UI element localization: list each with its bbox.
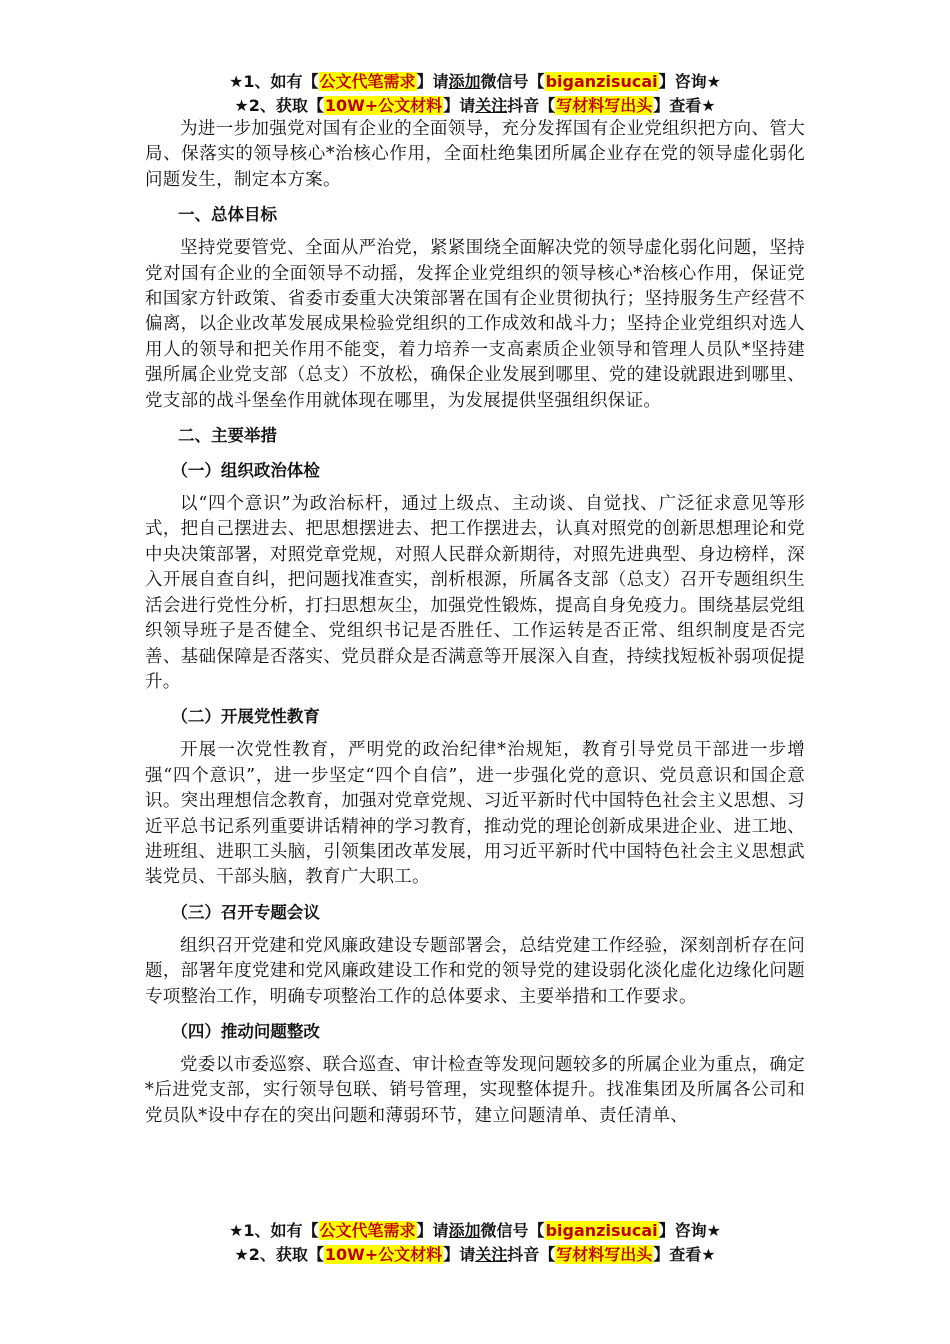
section-heading: 一、总体目标 (178, 205, 277, 225)
notice-text: ★1、如有【 (229, 72, 319, 91)
document-body (145, 117, 805, 1129)
subsection-paragraph: 组织召开党建和党风廉政建设专题部署会，总结党建工作经验，深刻剖析存在问题，部署年度党建和党风廉政建设工作和党的领导党的建设弱化淡化虚化边缘化问题专项整治工作，明确专项整治工作的总体要求、主要举措和工作要求。 (145, 935, 805, 1007)
notice-line-2 (0, 94, 950, 118)
footer-notice (0, 1219, 950, 1267)
notice-text: ★1、如有【 (229, 1221, 319, 1240)
subsection-paragraph: 党委以市委巡察、联合巡查、审计检查等发现问题较多的所属企业为重点，确定*后进党支部，实行领导包联、销号管理，实现整体提升。找准集团及所属各公司和党员队*设中存在的突出问题和薄弱环节，建立问题清单、责任清单、 (145, 1054, 805, 1126)
notice-underline: 添加 (448, 1221, 481, 1240)
notice-highlight: 写材料写出头 (556, 96, 653, 115)
header-notice (0, 70, 950, 118)
section-heading: 二、主要举措 (178, 426, 277, 446)
subsection-heading: （三）召开专题会议 (171, 902, 320, 922)
notice-text: 抖音【 (507, 96, 556, 115)
notice-highlight: 公文代笔需求 (319, 72, 416, 91)
notice-text: 】请 (443, 96, 476, 115)
subsection-paragraph: 以“四个意识”为政治标杆，通过上级点、主动谈、自觉找、广泛征求意见等形式，把自己摆进去、把思想摆进去、把工作摆进去，认真对照党的创新思想理论和党中央决策部署，对照党章党规，对照人民群众新期待，对照先进典型、身边榜样，深入开展自查自纠，把问题找准查实，剖析根源，所属各支部（总支）召开专题组织生活会进行党性分析，打扫思想灰尘，加强党性锻炼，提高自身免疫力。围绕基层党组织领导班子是否健全、党组织书记是否胜任、工作运转是否正常、组织制度是否完善、基础保障是否落实、党员群众是否满意等开展深入自查，持续找短板补弱项促提升。 (145, 494, 805, 692)
subsection-heading: （四）推动问题整改 (171, 1021, 320, 1041)
notice-highlight: biganzisucai (545, 72, 658, 91)
intro-paragraph: 为进一步加强党对国有企业的全面领导，充分发挥国有企业党组织把方向、管大局、保落实的领导核心*治核心作用，全面杜绝集团所属企业存在党的领导虚化弱化问题发生，制定本方案。 (145, 119, 805, 190)
notice-highlight: 公文代笔需求 (319, 1221, 416, 1240)
notice-text: ★2、获取【 (234, 96, 324, 115)
notice-text: 】咨询★ (658, 72, 721, 91)
notice-text: ★2、获取【 (234, 1245, 324, 1264)
notice-underline: 添加 (448, 72, 481, 91)
notice-text: 】咨询★ (658, 1221, 721, 1240)
section-paragraph: 坚持党要管党、全面从严治党，紧紧围绕全面解决党的领导虚化弱化问题，坚持党对国有企业的全面领导不动摇，发挥企业党组织的领导核心*治核心作用，保证党和国家方针政策、省委市委重大决策部署在国有企业贯彻执行；坚持服务生产经营不偏离，以企业改革发展成果检验党组织的工作成效和战斗力；坚持企业党组织对选人用人的领导和把关作用不能变，着力培养一支高素质企业领导和管理人员队*坚持建强所属企业党支部（总支）不放松，确保企业发展到哪里、党的建设就跟进到哪里、党支部的战斗堡垒作用就体现在哪里，为发展提供坚强组织保证。 (145, 238, 805, 411)
notice-text: 】请 (416, 72, 449, 91)
subsection-paragraph: 开展一次党性教育，严明党的政治纪律*治规矩，教育引导党员干部进一步增强“四个意识”，进一步坚定“四个自信”，进一步强化党的意识、党员意识和国企意识。突出理想信念教育，加强对党章党规、习近平新时代中国特色社会主义思想、习近平总书记系列重要讲话精神的学习教育，推动党的理论创新成果进企业、进工地、进班组、进职工头脑，引领集团改革发展，用习近平新时代中国特色社会主义思想武装党员、干部头脑，教育广大职工。 (145, 740, 805, 888)
notice-line-1 (0, 1219, 950, 1243)
notice-line-2 (0, 1243, 950, 1267)
notice-underline: 关注 (475, 1245, 508, 1264)
notice-text: 微信号【 (480, 1221, 545, 1240)
notice-highlight: 写材料写出头 (556, 1245, 653, 1264)
notice-text: 】请 (416, 1221, 449, 1240)
notice-underline: 关注 (475, 96, 508, 115)
notice-text: 抖音【 (507, 1245, 556, 1264)
subsection-heading: （二）开展党性教育 (171, 707, 320, 727)
notice-highlight: 10W+公文材料 (324, 1245, 443, 1264)
notice-highlight: biganzisucai (545, 1221, 658, 1240)
subsection-heading: （一）组织政治体检 (171, 461, 320, 481)
notice-text: 微信号【 (480, 72, 545, 91)
notice-line-1 (0, 70, 950, 94)
notice-text: 】请 (443, 1245, 476, 1264)
notice-highlight: 10W+公文材料 (324, 96, 443, 115)
notice-text: 】查看★ (653, 1245, 716, 1264)
notice-text: 】查看★ (653, 96, 716, 115)
